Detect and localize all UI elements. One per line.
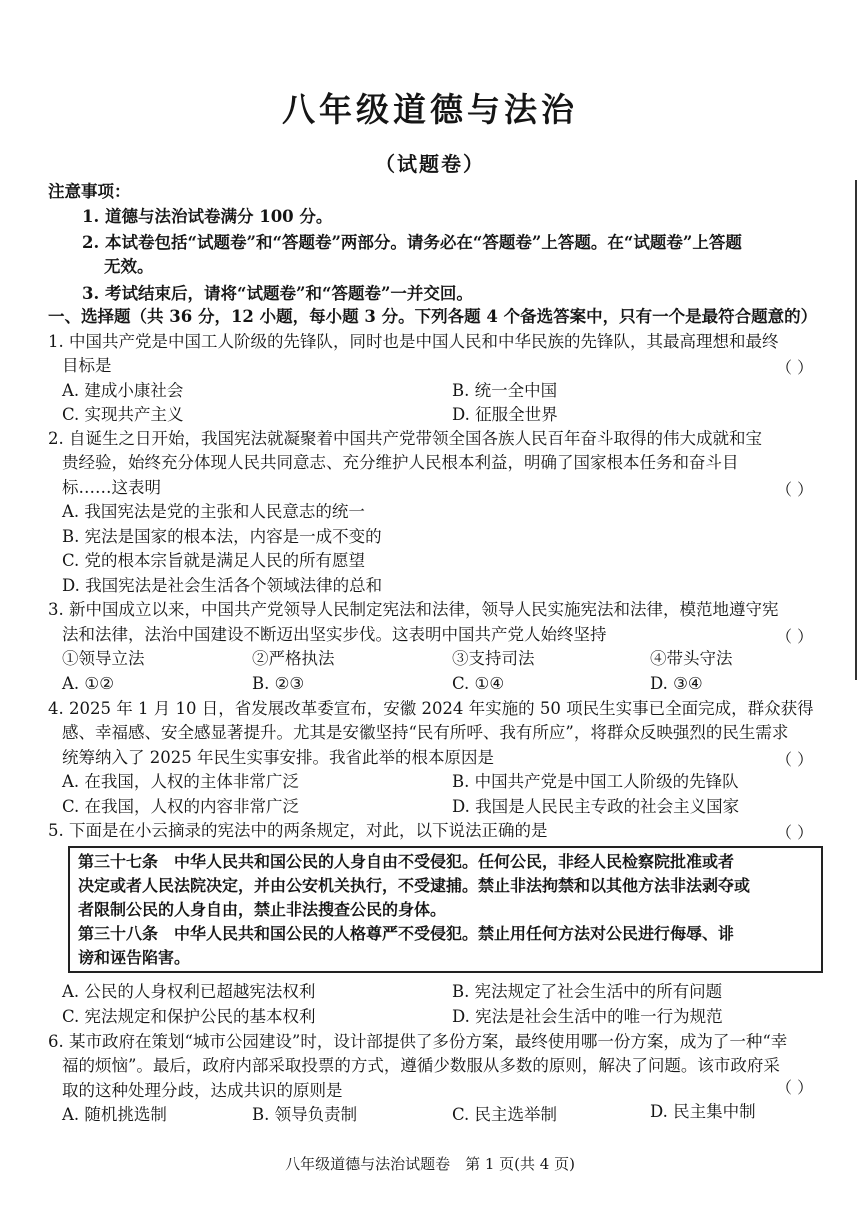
q2-option-c: C. 党的根本宗旨就是满足人民的所有愿望 xyxy=(62,551,366,570)
excerpt-line: 者限制公民的人身自由，禁止非法搜查公民的身体。 xyxy=(78,900,447,919)
q1-option-b: B. 统一全中国 xyxy=(452,381,558,400)
q5-answer-paren: （ ） xyxy=(776,823,814,842)
q3-item-3: ③支持司法 xyxy=(452,649,535,668)
q6-stem: 福的烦恼”。最后，政府内部采取投票的方式，遵循少数服从多数的原则，解决了问题。该市政府采 xyxy=(62,1056,780,1075)
q4-stem: 4. 2025 年 1 月 10 日，省发展改革委宣布，安徽 2024 年实施的 50 项民生实事已全面完成，群众获得 xyxy=(48,699,814,718)
page-title: 八年级道德与法治 xyxy=(282,90,578,129)
q3-option-d: D. ③④ xyxy=(650,674,703,693)
page-subtitle: （试题卷） xyxy=(375,152,485,176)
q3-option-b: B. ②③ xyxy=(252,674,305,693)
q2-option-d: D. 我国宪法是社会生活各个领域法律的总和 xyxy=(62,576,383,595)
q5-option-a: A. 公民的人身权利已超越宪法权利 xyxy=(62,982,316,1001)
q6-option-a: A. 随机挑选制 xyxy=(62,1105,167,1124)
q5-stem: 5. 下面是在小云摘录的宪法中的两条规定，对此，以下说法正确的是 xyxy=(48,821,548,840)
q5-option-d: D. 宪法是社会生活中的唯一行为规范 xyxy=(452,1007,723,1026)
q1-option-a: A. 建成小康社会 xyxy=(62,381,184,400)
q2-stem: 标……这表明 xyxy=(62,478,161,497)
q5-option-c: C. 宪法规定和保护公民的基本权利 xyxy=(62,1007,316,1026)
q5-option-b: B. 宪法规定了社会生活中的所有问题 xyxy=(452,982,723,1001)
q2-answer-paren: （ ） xyxy=(776,480,814,499)
q6-answer-paren: （ ） xyxy=(776,1078,814,1097)
excerpt-line: 决定或者人民法院决定，并由公安机关执行，不受逮捕。禁止非法拘禁和以其他方法非法剥夺或 xyxy=(78,876,751,895)
q4-answer-paren: （ ） xyxy=(776,750,814,769)
page-edge-divider xyxy=(855,180,857,680)
q4-option-a: A. 在我国，人权的主体非常广泛 xyxy=(62,772,299,791)
notice-item: 无效。 xyxy=(104,257,154,276)
q1-answer-paren: （ ） xyxy=(776,358,814,377)
q1-stem: 目标是 xyxy=(62,356,112,375)
q3-option-c: C. ①④ xyxy=(452,674,505,693)
q2-option-a: A. 我国宪法是党的主张和人民意志的统一 xyxy=(62,502,365,521)
q6-option-c: C. 民主选举制 xyxy=(452,1105,558,1124)
q2-option-b: B. 宪法是国家的根本法，内容是一成不变的 xyxy=(62,527,382,546)
q4-option-b: B. 中国共产党是中国工人阶级的先锋队 xyxy=(452,772,739,791)
q3-stem: 3. 新中国成立以来，中国共产党领导人民制定宪法和法律，领导人民实施宪法和法律，模范地遵守宪 xyxy=(48,600,779,619)
q2-stem: 2. 自诞生之日开始，我国宪法就凝聚着中国共产党带领全国各族人民百年奋斗取得的伟大成就和宝 xyxy=(48,429,762,448)
q2-stem: 贵经验，始终充分体现人民共同意志、充分维护人民根本利益，明确了国家根本任务和奋斗目 xyxy=(62,453,739,472)
q3-stem: 法和法律，法治中国建设不断迈出坚实步伐。这表明中国共产党人始终坚持 xyxy=(62,625,607,644)
q4-option-c: C. 在我国，人权的内容非常广泛 xyxy=(62,797,300,816)
q1-stem: 1. 中国共产党是中国工人阶级的先锋队，同时也是中国人民和中华民族的先锋队，其最高理想和最终 xyxy=(48,332,779,351)
q4-stem: 统筹纳入了 2025 年民生实事安排。我省此举的根本原因是 xyxy=(62,748,494,767)
q1-option-c: C. 实现共产主义 xyxy=(62,405,184,424)
excerpt-line: 谤和诬告陷害。 xyxy=(78,948,191,967)
q1-option-d: D. 征服全世界 xyxy=(452,405,558,424)
q6-option-d: D. 民主集中制 xyxy=(650,1102,756,1121)
excerpt-line: 第三十七条 中华人民共和国公民的人身自由不受侵犯。任何公民，非经人民检察院批准或者 xyxy=(78,852,735,871)
notice-item: 1. 道德与法治试卷满分 100 分。 xyxy=(82,207,333,226)
q6-stem: 取的这种处理分歧，达成共识的原则是 xyxy=(62,1081,343,1100)
constitution-excerpt-box xyxy=(68,846,823,973)
q6-option-b: B. 领导负责制 xyxy=(252,1105,358,1124)
page-footer: 八年级道德与法治试题卷 第 1 页(共 4 页) xyxy=(285,1155,575,1173)
q3-item-2: ②严格执法 xyxy=(252,649,335,668)
q4-stem: 感、幸福感、安全感显著提升。尤其是安徽坚持“民有所呼、我有所应”，将群众反映强烈的民生需求 xyxy=(62,723,789,742)
q3-item-4: ④带头守法 xyxy=(650,649,733,668)
q4-option-d: D. 我国是人民民主专政的社会主义国家 xyxy=(452,797,740,816)
notice-heading: 注意事项： xyxy=(48,182,131,201)
q3-item-1: ①领导立法 xyxy=(62,649,145,668)
q3-option-a: A. ①② xyxy=(62,674,114,693)
q6-stem: 6. 某市政府在策划“城市公园建设”时，设计部提供了多份方案，最终使用哪一份方案，成为了一种“幸 xyxy=(48,1032,788,1051)
q3-answer-paren: （ ） xyxy=(776,627,814,646)
notice-item: 2. 本试卷包括“试题卷”和“答题卷”两部分。请务必在“答题卷”上答题。在“试题卷”上答题 xyxy=(82,233,742,252)
section-heading: 一、选择题（共 36 分，12 小题，每小题 3 分。下列各题 4 个备选答案中，只有一个是最符合题意的） xyxy=(48,307,818,326)
notice-item: 3. 考试结束后，请将“试题卷”和“答题卷”一并交回。 xyxy=(82,284,473,303)
excerpt-line: 第三十八条 中华人民共和国公民的人格尊严不受侵犯。禁止用任何方法对公民进行侮辱、诽 xyxy=(78,924,735,943)
